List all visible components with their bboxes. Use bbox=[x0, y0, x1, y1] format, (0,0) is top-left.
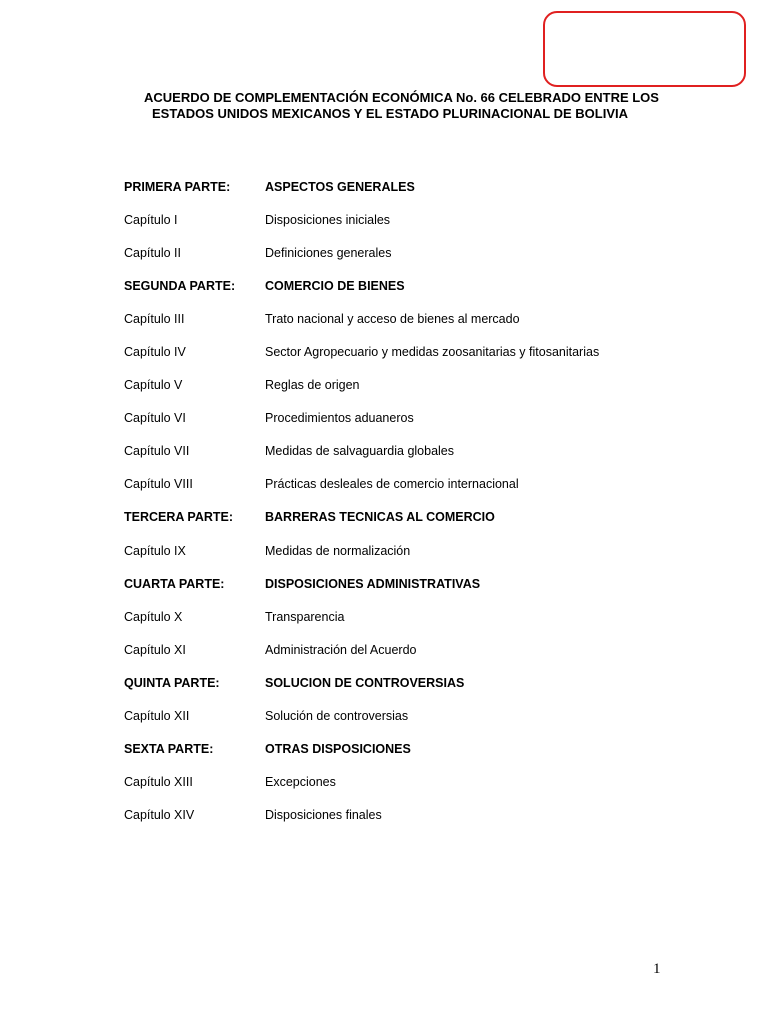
part-title: SOLUCION DE CONTROVERSIAS bbox=[265, 675, 465, 690]
chapter-row bbox=[124, 203, 684, 236]
part-title: DISPOSICIONES ADMINISTRATIVAS bbox=[265, 576, 481, 591]
chapter-title: Administración del Acuerdo bbox=[265, 642, 417, 657]
chapter-title: Sector Agropecuario y medidas zoosanitarias y fitosanitarias bbox=[265, 345, 600, 360]
chapter-title: Disposiciones finales bbox=[265, 808, 382, 823]
chapter-label: Capítulo X bbox=[124, 609, 183, 624]
page-number: 1 bbox=[653, 961, 661, 977]
chapter-label: Capítulo II bbox=[124, 245, 181, 260]
part-row bbox=[124, 269, 684, 302]
chapter-row bbox=[124, 335, 684, 368]
chapter-label: Capítulo XI bbox=[124, 642, 186, 657]
chapter-row bbox=[124, 302, 684, 335]
chapter-title: Excepciones bbox=[265, 775, 336, 790]
red-outline-box bbox=[543, 11, 746, 87]
chapter-row bbox=[124, 633, 684, 666]
part-label: SEXTA PARTE: bbox=[124, 742, 214, 757]
chapter-label: Capítulo III bbox=[124, 311, 185, 326]
chapter-row bbox=[124, 700, 684, 733]
chapter-row bbox=[124, 402, 684, 435]
chapter-label: Capítulo XII bbox=[124, 709, 190, 724]
chapter-title: Disposiciones iniciales bbox=[265, 212, 391, 227]
chapter-row bbox=[124, 799, 684, 832]
part-label: CUARTA PARTE: bbox=[124, 576, 225, 591]
chapter-row bbox=[124, 236, 684, 269]
part-label: PRIMERA PARTE: bbox=[124, 179, 231, 194]
chapter-title: Solución de controversias bbox=[265, 709, 409, 724]
chapter-title: Medidas de normalización bbox=[265, 543, 411, 558]
chapter-row bbox=[124, 369, 684, 402]
chapter-row bbox=[124, 766, 684, 799]
chapter-title: Definiciones generales bbox=[265, 245, 392, 260]
part-title: BARRERAS TECNICAS AL COMERCIO bbox=[265, 510, 495, 525]
chapter-label: Capítulo IV bbox=[124, 345, 186, 360]
title-line-1: ACUERDO DE COMPLEMENTACIÓN ECONÓMICA No. 66 CELEBRADO ENTRE LOS bbox=[144, 90, 659, 105]
chapter-title: Transparencia bbox=[265, 609, 345, 624]
chapter-row bbox=[124, 600, 684, 633]
title-line-2: ESTADOS UNIDOS MEXICANOS Y EL ESTADO PLURINACIONAL DE BOLIVIA bbox=[152, 106, 628, 121]
chapter-title: Medidas de salvaguardia globales bbox=[265, 444, 455, 459]
part-label: SEGUNDA PARTE: bbox=[124, 278, 236, 293]
part-row bbox=[124, 567, 684, 600]
part-row bbox=[124, 501, 684, 534]
chapter-label: Capítulo VII bbox=[124, 444, 190, 459]
part-title: COMERCIO DE BIENES bbox=[265, 278, 405, 293]
document-title bbox=[144, 90, 684, 122]
part-row bbox=[124, 170, 684, 203]
chapter-label: Capítulo VI bbox=[124, 411, 186, 426]
part-row bbox=[124, 666, 684, 699]
chapter-title: Prácticas desleales de comercio internacional bbox=[265, 477, 519, 492]
part-row bbox=[124, 733, 684, 766]
chapter-row bbox=[124, 468, 684, 501]
chapter-row bbox=[124, 435, 684, 468]
chapter-title: Reglas de origen bbox=[265, 378, 360, 393]
chapter-label: Capítulo XIII bbox=[124, 775, 193, 790]
chapter-label: Capítulo IX bbox=[124, 543, 186, 558]
chapter-title: Trato nacional y acceso de bienes al mercado bbox=[265, 311, 520, 326]
part-title: OTRAS DISPOSICIONES bbox=[265, 742, 411, 757]
chapter-row bbox=[124, 534, 684, 567]
chapter-label: Capítulo V bbox=[124, 378, 183, 393]
part-label: QUINTA PARTE: bbox=[124, 675, 220, 690]
part-label: TERCERA PARTE: bbox=[124, 510, 234, 525]
chapter-label: Capítulo I bbox=[124, 212, 178, 227]
table-of-contents bbox=[124, 170, 684, 832]
chapter-label: Capítulo VIII bbox=[124, 477, 193, 492]
chapter-title: Procedimientos aduaneros bbox=[265, 411, 414, 426]
chapter-label: Capítulo XIV bbox=[124, 808, 195, 823]
part-title: ASPECTOS GENERALES bbox=[265, 179, 415, 194]
